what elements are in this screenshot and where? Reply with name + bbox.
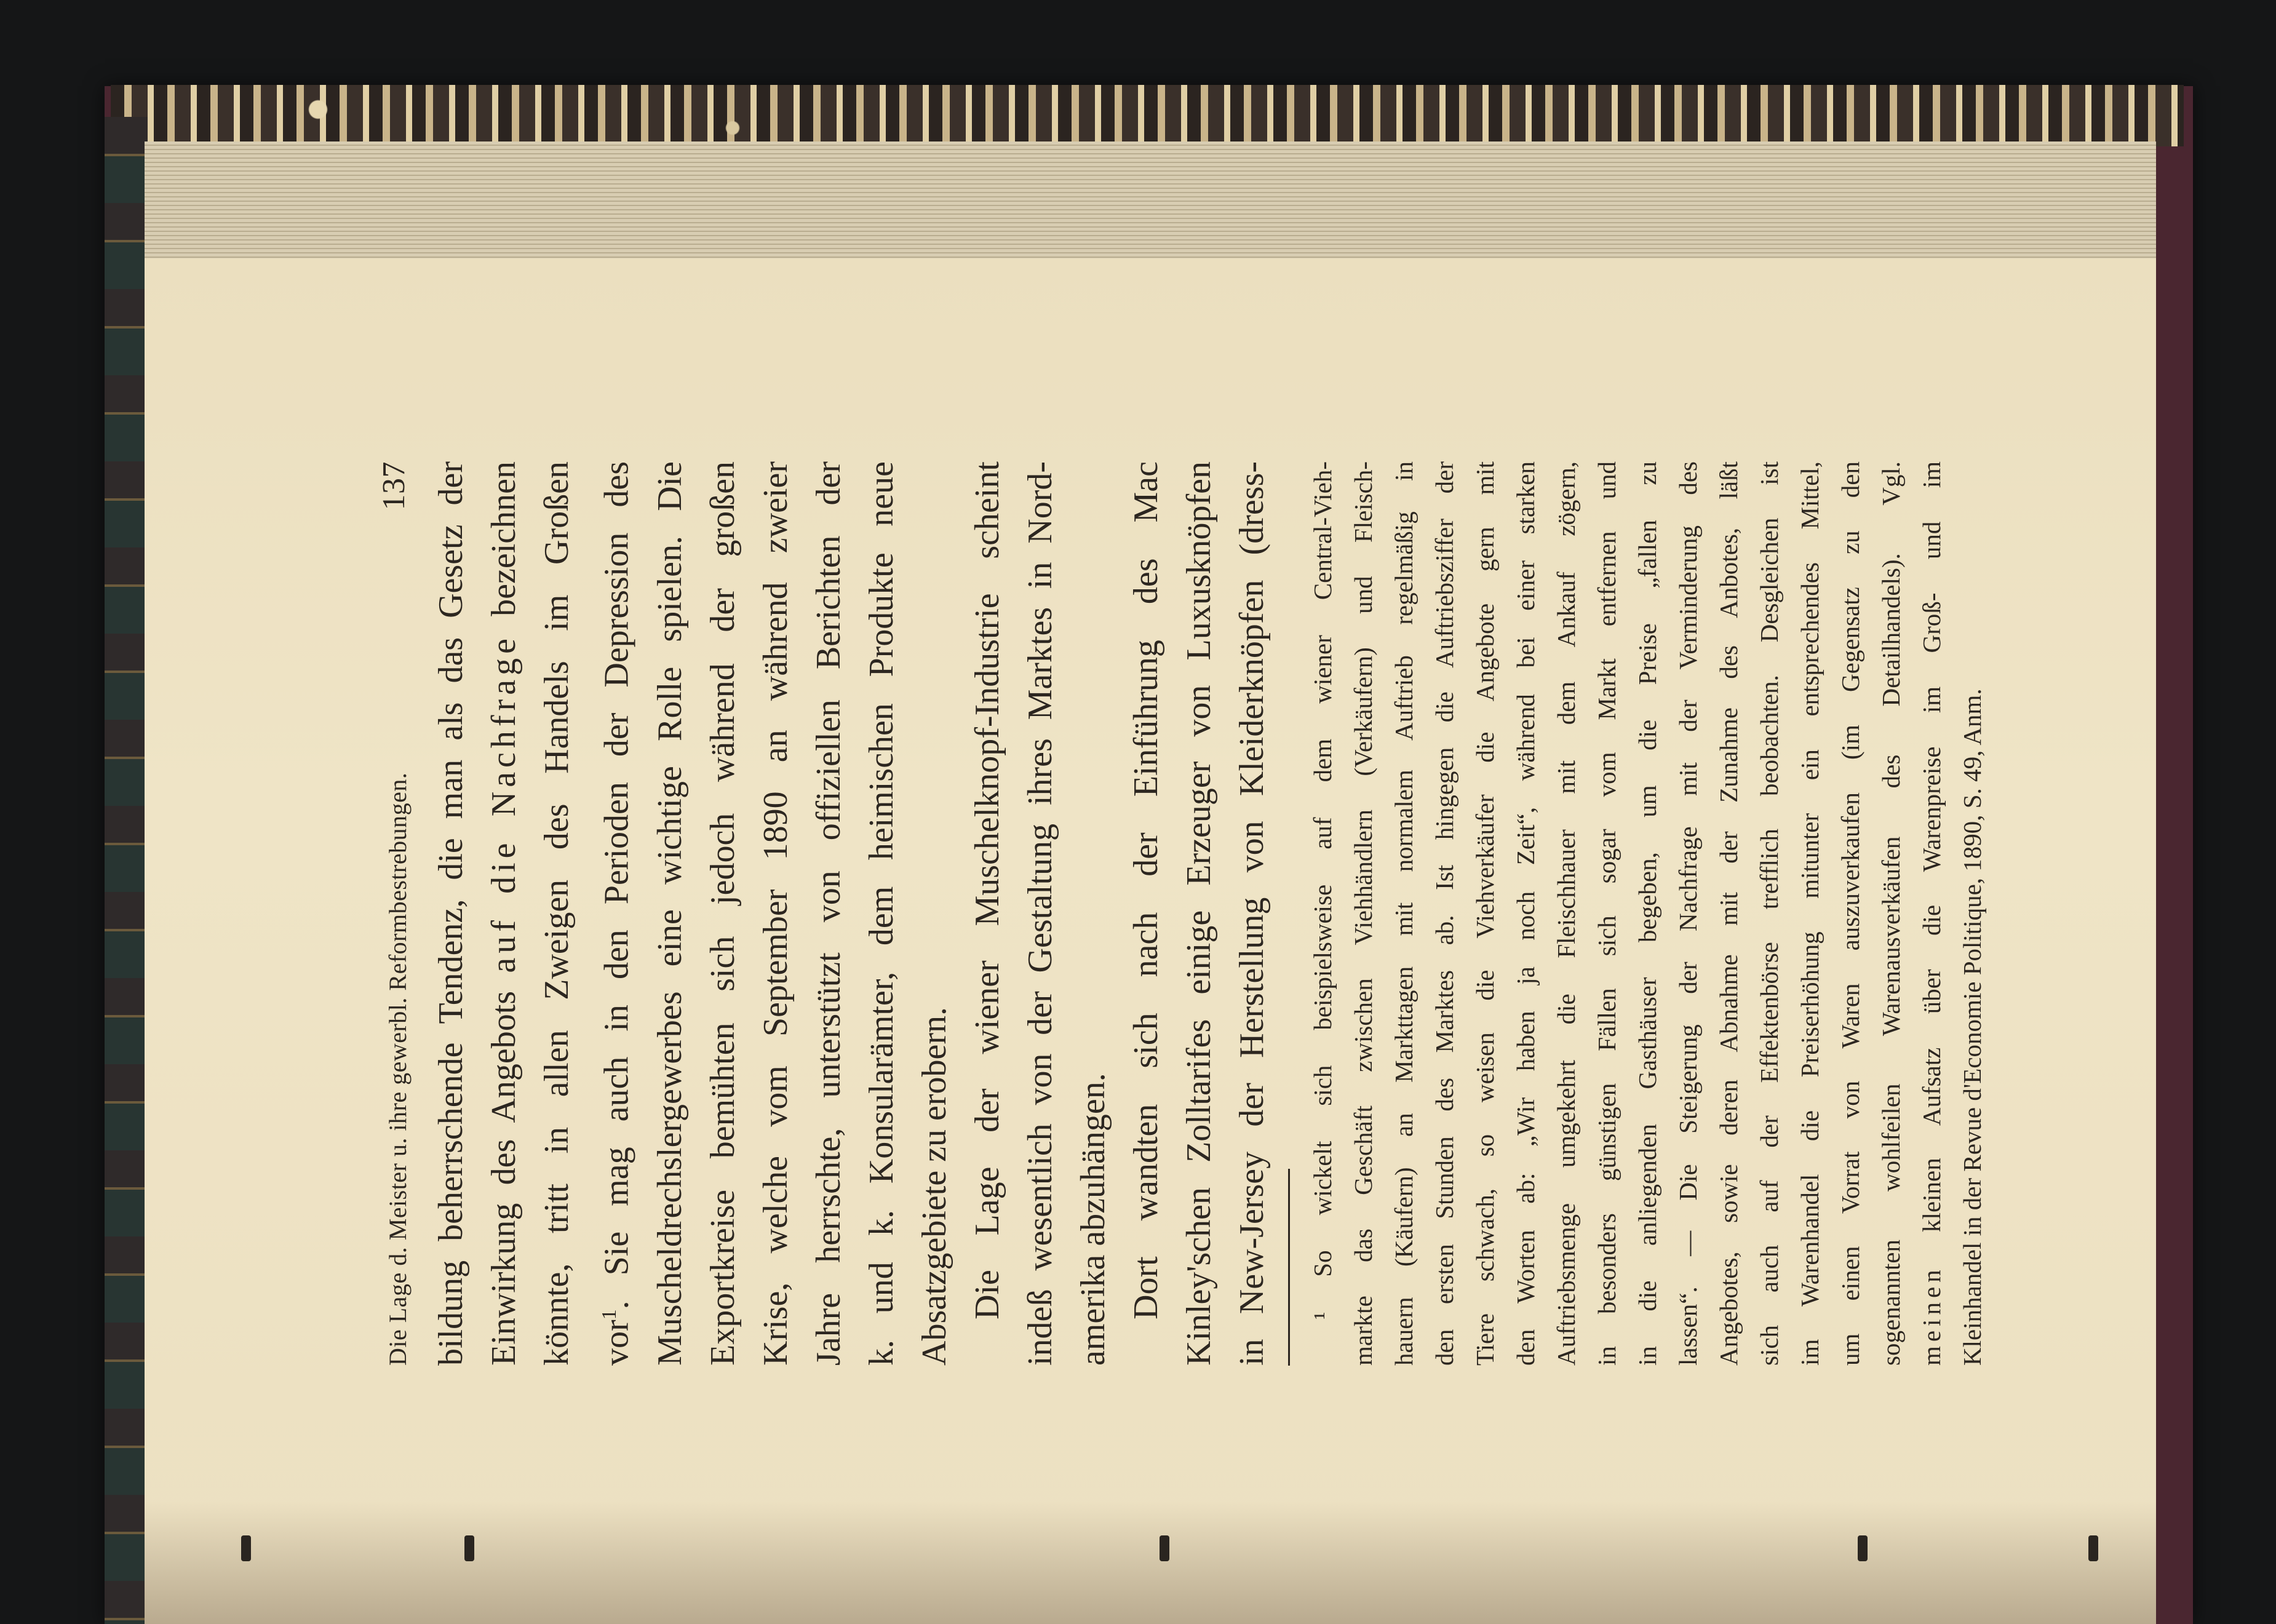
footnote-line: Tiere schwach, so weisen die Viehverkäufer die Angebote gern mit	[1470, 461, 1499, 1366]
text-line: vor$^1$. Sie mag auch in den Perioden der Depression des	[597, 461, 636, 1366]
text-line: Krise, welche vom September 1890 an während zweier	[756, 461, 795, 1366]
text-line: in New-Jersey der Herstellung von Kleiderknöpfen (dress-	[1232, 461, 1271, 1366]
footnote-rule	[1288, 1169, 1290, 1366]
text-line: Exportkreise bemühten sich jedoch während der großen	[703, 461, 742, 1366]
footnote-line: den ersten Stunden des Marktes ab. Ist hingegen die Auftriebsziffer der	[1430, 461, 1458, 1366]
binding-stitch	[1858, 1535, 1868, 1561]
text-line: Absatzgebiete zu erobern.	[915, 1006, 953, 1366]
footnote-line: in die anliegenden Gasthäuser begeben, um die Preise „fallen zu	[1633, 461, 1661, 1366]
footnote-line: den Worten ab: „Wir haben ja noch Zeit“, während bei einer starken	[1511, 461, 1540, 1366]
footnote-line: meinen kleinen Aufsatz über die Warenpreise im Groß- und im	[1917, 461, 1946, 1366]
text-line: Die Lage der wiener Muschelknopf-Industrie scheint	[968, 461, 1006, 1320]
binding-stitch	[1160, 1535, 1169, 1561]
binding-stitch	[464, 1535, 474, 1561]
footnote-line: ¹ So wickelt sich beispielsweise auf dem wiener Central-Vieh-	[1308, 461, 1337, 1320]
footnote-line: Kleinhandel in der Revue d'Economie Politique, 1890, S. 49, Anm.	[1957, 688, 1986, 1366]
page-number: 137	[376, 461, 412, 511]
text-line: Einwirkung des Angebots auf die Nachfrage bezeichnen	[485, 461, 523, 1366]
binding-stitch	[241, 1535, 251, 1561]
footnote-line: sogenannten wohlfeilen Warenausverkäufen des Detailhandels). Vgl.	[1876, 461, 1905, 1366]
text-line: Kinley'schen Zolltarifes einige Erzeuger von Luxusknöpfen	[1179, 461, 1218, 1366]
page-edges	[145, 141, 2156, 265]
text-line: bildung beherrschende Tendenz, die man als das Gesetz der	[432, 461, 470, 1366]
footnote-line: Auftriebsmenge umgekehrt die Fleischhauer mit dem Ankauf zögern,	[1551, 461, 1580, 1366]
binding-stitch	[2088, 1535, 2098, 1561]
page-text	[369, 461, 1986, 1366]
running-title: Die Lage d. Meister u. ihre gewerbl. Reformbestrebungen.	[384, 772, 412, 1366]
footnote-line: im Warenhandel die Preiserhöhung mitunter ein entsprechendes Mittel,	[1795, 461, 1824, 1366]
text-line: Dort wandten sich nach der Einführung des Mac	[1126, 461, 1165, 1320]
footnote-line: in besonders günstigen Fällen sich sogar vom Markt entfernen und	[1592, 461, 1621, 1366]
text-line: indeß wesentlich von der Gestaltung ihres Marktes in Nord-	[1021, 461, 1059, 1366]
footnote-line: Angebotes, sowie deren Abnahme mit der Zunahme des Anbotes, läßt	[1714, 461, 1743, 1366]
emphasis: auf die Nachfrage	[485, 634, 523, 973]
book-spine	[105, 117, 148, 1624]
text-line: Jahre herrschte, unterstützt von offiziellen Berichten der	[809, 461, 848, 1366]
footnote	[1302, 461, 1992, 1366]
text-line: k. und k. Konsularämter, dem heimischen Produkte neue	[862, 461, 901, 1366]
binding-shadow	[145, 1501, 2156, 1624]
footnote-line: lassen“. — Die Steigerung der Nachfrage mit der Verminderung des	[1673, 461, 1702, 1366]
marbled-edge	[111, 85, 2184, 146]
emphasis: meinen	[1917, 1265, 1946, 1366]
body-text	[424, 461, 1992, 1366]
text-line: amerika abzuhängen.	[1073, 1073, 1112, 1366]
footnote-marker: 1	[598, 1309, 621, 1320]
running-head	[369, 461, 412, 1366]
footnote-line: hauern (Käufern) an Markttagen mit normalem Auftrieb regelmäßig in	[1389, 461, 1418, 1366]
text-line: könnte, tritt in allen Zweigen des Handels im Großen	[538, 461, 576, 1366]
footnote-line: um einen Vorrat von Waren auszuverkaufen (im Gegensatz zu den	[1836, 461, 1864, 1366]
text-line: Muscheldrechslergewerbes eine wichtige Rolle spielen. Die	[650, 461, 689, 1366]
footnote-line: markte das Geschäft zwischen Viehhändlern (Verkäufern) und Fleisch-	[1348, 461, 1377, 1366]
footnote-line: sich auch auf der Effektenbörse trefflich beobachten. Desgleichen ist	[1754, 461, 1783, 1366]
